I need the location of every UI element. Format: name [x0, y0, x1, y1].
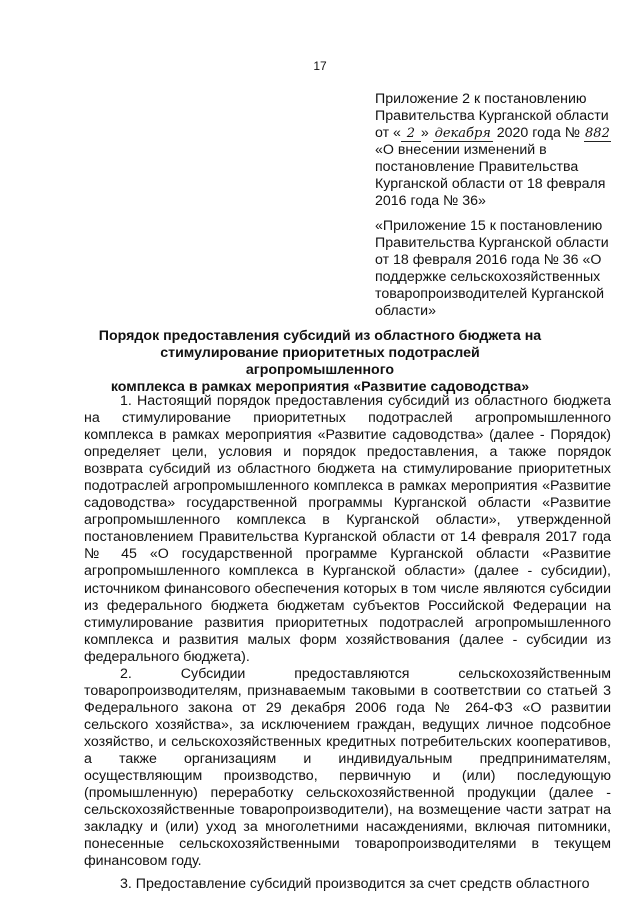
appendix-header — [375, 91, 610, 210]
handwritten-month: декабря — [434, 126, 491, 141]
appendix-line: Правительства Курганской области — [375, 235, 609, 251]
page-number: 17 — [313, 59, 327, 73]
date-prefix: от « — [375, 125, 401, 141]
paragraph-1: 1. Настоящий порядок предоставления субсидий из областного бюджета на стимулирование приоритетных подотраслей агропромышленного комплекса в рамках мероприятия «Развитие садоводства» (далее - Порядок) определяет цели, условия и порядок предоставления, а также порядок возврата субсидий из областного бюджета на стимулирование приоритетных подотраслей агропромышленного комплекса в рамках мероприятия «Развитие садоводства» государственной программы Курганской области «Развитие агропромышленного комплекса в Курганской области», утвержденной постановлением Правительства Курганской области от 14 февраля 2017 года № 45 «О государственной программе Курганской области «Развитие агропромышленного комплекса в Курганской области» (далее - субсидии), источником финансового обеспечения которых в том числе являются субсидии из федерального бюджета бюджетам субъектов Российской Федерации на стимулирование развития приоритетных подотраслей агропромышленного комплекса и развития малых форм хозяйствования (далее - субсидии из федерального бюджета). — [84, 393, 611, 665]
paragraph-2: 2. Субсидии предоставляются сельскохозяйственным товаропроизводителям, признаваемым таковыми в соответствии со статьей 3 Федерального закона от 29 декабря 2006 года № 264-ФЗ «О развитии сельского хозяйства», за исключением граждан, ведущих личное подсобное хозяйство, и сельскохозяйственных кредитных потребительских кооперативов, а также организациям и индивидуальным предпринимателям, осуществляющим производство, первичную и (или) последующую (промышленную) переработку сельскохозяйственной продукции (далее - сельскохозяйственные товаропроизводители), на возмещение части затрат на закладку и (или) уход за многолетними насаждениями, включая питомники, понесенные сельскохозяйственными товаропроизводителями в текущем финансовом году. — [84, 665, 611, 870]
handwritten-doc-number: 882 — [585, 126, 610, 141]
appendix-line: «Приложение 15 к постановлению — [375, 218, 603, 234]
document-title — [90, 328, 550, 396]
date-year: 2020 года № — [496, 125, 580, 141]
appendix-line: товаропроизводителей Курганской — [375, 286, 605, 302]
paragraph-3: 3. Предоставление субсидий производится за счет средств областного — [120, 876, 590, 893]
title-line: комплекса в рамках мероприятия «Развитие садоводства» — [110, 379, 530, 395]
handwritten-day: 2 — [401, 127, 421, 142]
title-line: стимулирование приоритетных подотраслей агропромышленного — [160, 345, 480, 378]
appendix-line: «О внесении изменений в — [375, 142, 547, 158]
appendix-line: поддержке сельскохозяйственных — [375, 269, 601, 285]
appendix-line: от 18 февраля 2016 года № 36 «О — [375, 252, 602, 268]
date-mid: » — [420, 125, 429, 141]
appendix-date-line — [375, 125, 610, 142]
appendix-original — [375, 218, 610, 320]
appendix-line: 2016 года № 36» — [375, 193, 486, 209]
appendix-line: Курганской области от 18 февраля — [375, 176, 606, 192]
appendix-line: области» — [375, 303, 436, 319]
appendix-line: Правительства Курганской области — [375, 108, 609, 124]
appendix-line: Приложение 2 к постановлению — [375, 91, 587, 107]
document-body — [84, 393, 611, 893]
title-line: Порядок предоставления субсидий из областного бюджета на — [98, 328, 542, 344]
appendix-line: постановление Правительства — [375, 159, 579, 175]
